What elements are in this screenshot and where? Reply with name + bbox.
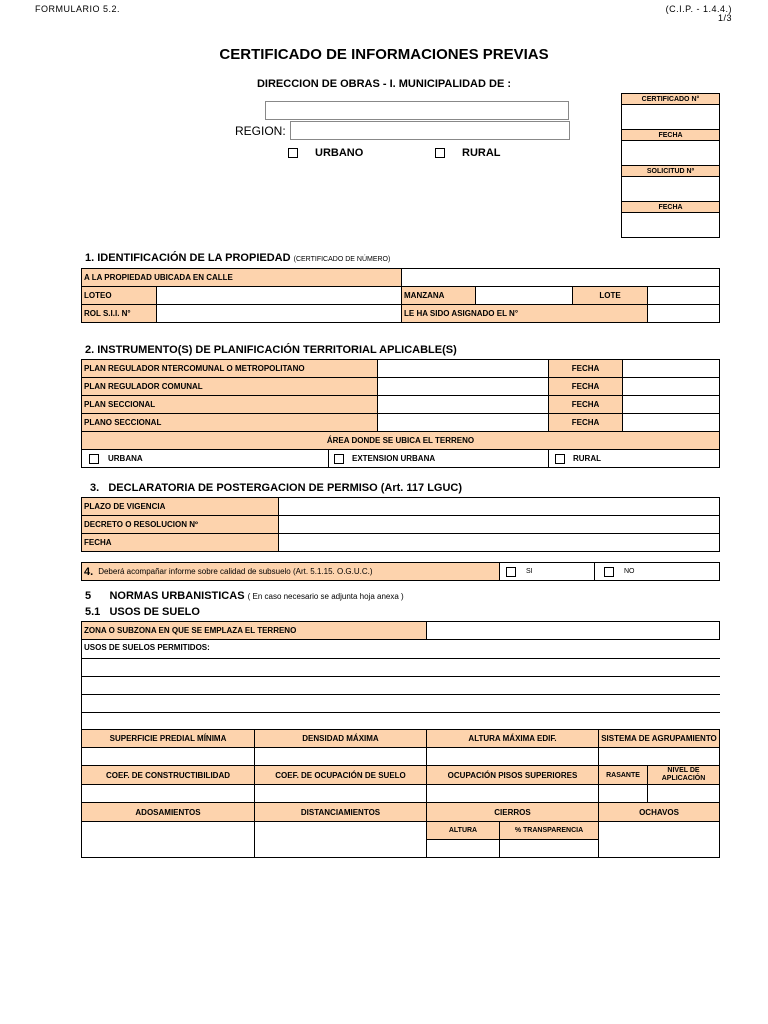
rural-cell	[548, 449, 720, 468]
section-1-note: (CERTIFICADO DE NÚMERO)	[293, 256, 391, 263]
plan-row-fecha-label: FECHA	[548, 413, 623, 432]
plan-row-input[interactable]	[377, 359, 549, 378]
urbana-label: URBANA	[108, 454, 143, 463]
section-3-title-text: DECLARATORIA DE POSTERGACION DE PERMISO (Art. 117 LGUC)	[108, 482, 463, 494]
altura-input[interactable]	[426, 747, 599, 766]
certificado-fecha-input[interactable]	[621, 140, 720, 166]
urbano-checkbox[interactable]	[288, 148, 298, 158]
plan-row-label: PLAN REGULADOR COMUNAL	[81, 377, 378, 396]
cierros-label: CIERROS	[426, 802, 599, 822]
constructibilidad-label: COEF. DE CONSTRUCTIBILIDAD	[81, 765, 255, 785]
section-3-title	[90, 482, 462, 494]
ocupacion-pisos-label: OCUPACIÓN PISOS SUPERIORES	[426, 765, 599, 785]
urbana-checkbox[interactable]	[89, 454, 99, 464]
section-5-1-title	[85, 606, 200, 618]
loteo-input[interactable]	[156, 286, 402, 305]
loteo-label: LOTEO	[81, 286, 157, 305]
no-cell	[594, 562, 720, 581]
decreto-label: DECRETO O RESOLUCION Nº	[81, 515, 279, 534]
rural-checkbox[interactable]	[435, 148, 445, 158]
manzana-input[interactable]	[475, 286, 573, 305]
rural-label: RURAL	[462, 147, 501, 159]
page-number: 1/3	[717, 13, 732, 23]
section-5-1-number: 5.1	[85, 606, 101, 618]
section-2-title: 2. INSTRUMENTO(S) DE PLANIFICACIÓN TERRITORIAL APLICABLE(S)	[85, 344, 457, 356]
plan-row-input[interactable]	[377, 395, 549, 414]
ocupacion-pisos-input[interactable]	[426, 784, 599, 803]
cierros-altura-label: ALTURA	[426, 821, 500, 840]
densidad-input[interactable]	[254, 747, 427, 766]
decreto-input[interactable]	[278, 515, 720, 534]
altura-label: ALTURA MÁXIMA EDIF.	[426, 729, 599, 748]
distanciamientos-label: DISTANCIAMIENTOS	[254, 802, 427, 822]
ochavos-input[interactable]	[598, 821, 720, 858]
no-label: NO	[624, 568, 635, 575]
plan-row-fecha-input[interactable]	[622, 395, 720, 414]
rasante-input[interactable]	[598, 784, 648, 803]
plan-row-label: PLAN SECCIONAL	[81, 395, 378, 414]
cierros-transparencia-input[interactable]	[499, 839, 599, 858]
urbana-cell	[81, 449, 329, 468]
plazo-label: PLAZO DE VIGENCIA	[81, 497, 279, 516]
densidad-label: DENSIDAD MÁXIMA	[254, 729, 427, 748]
calle-input[interactable]	[401, 268, 720, 287]
calle-label: A LA PROPIEDAD UBICADA EN CALLE	[81, 268, 402, 287]
section-5-title	[85, 590, 404, 602]
plan-row-label: PLANO SECCIONAL	[81, 413, 378, 432]
zona-label: ZONA O SUBZONA EN QUE SE EMPLAZA EL TERRENO	[81, 621, 427, 640]
section-1-title-text: 1. IDENTIFICACIÓN DE LA PROPIEDAD	[85, 252, 291, 264]
section-5-1-title-text: USOS DE SUELO	[109, 606, 200, 618]
urbano-label: URBANO	[315, 147, 364, 159]
nivel-label: NIVEL DE APLICACIÓN	[647, 765, 720, 785]
certificado-number-input[interactable]	[621, 104, 720, 130]
area-header: ÁREA DONDE SE UBICA EL TERRENO	[81, 431, 720, 450]
solicitud-number-input[interactable]	[621, 176, 720, 202]
municipalidad-input[interactable]	[265, 101, 569, 120]
nivel-input[interactable]	[647, 784, 720, 803]
distanciamientos-input[interactable]	[254, 821, 427, 858]
plan-row-label: PLAN REGULADOR NTERCOMUNAL O METROPOLITANO	[81, 359, 378, 378]
usos-input[interactable]	[82, 659, 719, 729]
usos-label: USOS DE SUELOS PERMITIDOS:	[84, 643, 210, 652]
fecha-postergacion-label: FECHA	[81, 533, 279, 552]
plan-row-fecha-label: FECHA	[548, 377, 623, 396]
region-input[interactable]	[290, 121, 570, 140]
superficie-label: SUPERFICIE PREDIAL MÍNIMA	[81, 729, 255, 748]
section-1-title	[85, 252, 390, 264]
certificado-fecha-label: FECHA	[621, 129, 720, 141]
document-subtitle: DIRECCION DE OBRAS - I. MUNICIPALIDAD DE :	[256, 78, 512, 90]
rural-area-label: RURAL	[573, 454, 601, 463]
region-label: REGION:	[235, 124, 286, 138]
cierros-altura-input[interactable]	[426, 839, 500, 858]
rural-area-checkbox[interactable]	[555, 454, 565, 464]
adosamientos-input[interactable]	[81, 821, 255, 858]
rasante-label: RASANTE	[598, 765, 648, 785]
rol-input[interactable]	[156, 304, 402, 323]
plan-row-input[interactable]	[377, 377, 549, 396]
asignado-input[interactable]	[647, 304, 720, 323]
section-5-note: ( En caso necesario se adjunta hoja anexa )	[247, 592, 404, 601]
ocupacion-suelo-label: COEF. DE OCUPACIÓN DE SUELO	[254, 765, 427, 785]
adosamientos-label: ADOSAMIENTOS	[81, 802, 255, 822]
plan-row-fecha-input[interactable]	[622, 359, 720, 378]
constructibilidad-input[interactable]	[81, 784, 255, 803]
si-label: SI	[526, 568, 533, 575]
ochavos-label: OCHAVOS	[598, 802, 720, 822]
ocupacion-suelo-input[interactable]	[254, 784, 427, 803]
certificado-number-label: CERTIFICADO N°	[621, 93, 720, 105]
solicitud-fecha-input[interactable]	[621, 212, 720, 238]
manzana-label: MANZANA	[401, 286, 476, 305]
plan-row-fecha-label: FECHA	[548, 395, 623, 414]
subsuelo-label	[81, 562, 500, 581]
extension-cell	[328, 449, 549, 468]
lote-label: LOTE	[572, 286, 648, 305]
agrupamiento-label: SISTEMA DE AGRUPAMIENTO	[598, 729, 720, 748]
section-4-number: 4.	[84, 565, 94, 578]
superficie-input[interactable]	[81, 747, 255, 766]
rol-label: ROL S.I.I. N°	[81, 304, 157, 323]
lote-input[interactable]	[647, 286, 720, 305]
plazo-input[interactable]	[278, 497, 720, 516]
extension-label: EXTENSION URBANA	[352, 454, 436, 463]
form-number: FORMULARIO 5.2.	[35, 4, 121, 14]
plan-row-fecha-input[interactable]	[622, 377, 720, 396]
solicitud-fecha-label: FECHA	[621, 201, 720, 213]
solicitud-number-label: SOLICITUD Nº	[621, 165, 720, 177]
document-title: CERTIFICADO DE INFORMACIONES PREVIAS	[219, 46, 549, 63]
plan-row-input[interactable]	[377, 413, 549, 432]
form-code: (C.I.P. - 1.4.4.)	[665, 4, 732, 14]
si-checkbox[interactable]	[506, 567, 516, 577]
plan-row-fecha-input[interactable]	[622, 413, 720, 432]
si-cell	[499, 562, 595, 581]
subsuelo-text: Deberá acompañar informe sobre calidad de subsuelo (Art. 5.1.15. O.G.U.C.)	[98, 567, 373, 576]
cierros-transparencia-label: % TRANSPARENCIA	[499, 821, 599, 840]
section-5-title-text: NORMAS URBANISTICAS	[109, 590, 245, 602]
agrupamiento-input[interactable]	[598, 747, 720, 766]
extension-checkbox[interactable]	[334, 454, 344, 464]
section-3-number: 3.	[90, 482, 100, 494]
no-checkbox[interactable]	[604, 567, 614, 577]
section-5-number: 5	[85, 590, 92, 602]
zona-input[interactable]	[426, 621, 720, 640]
asignado-label: LE HA SIDO ASIGNADO EL N°	[401, 304, 648, 323]
plan-row-fecha-label: FECHA	[548, 359, 623, 378]
fecha-postergacion-input[interactable]	[278, 533, 720, 552]
